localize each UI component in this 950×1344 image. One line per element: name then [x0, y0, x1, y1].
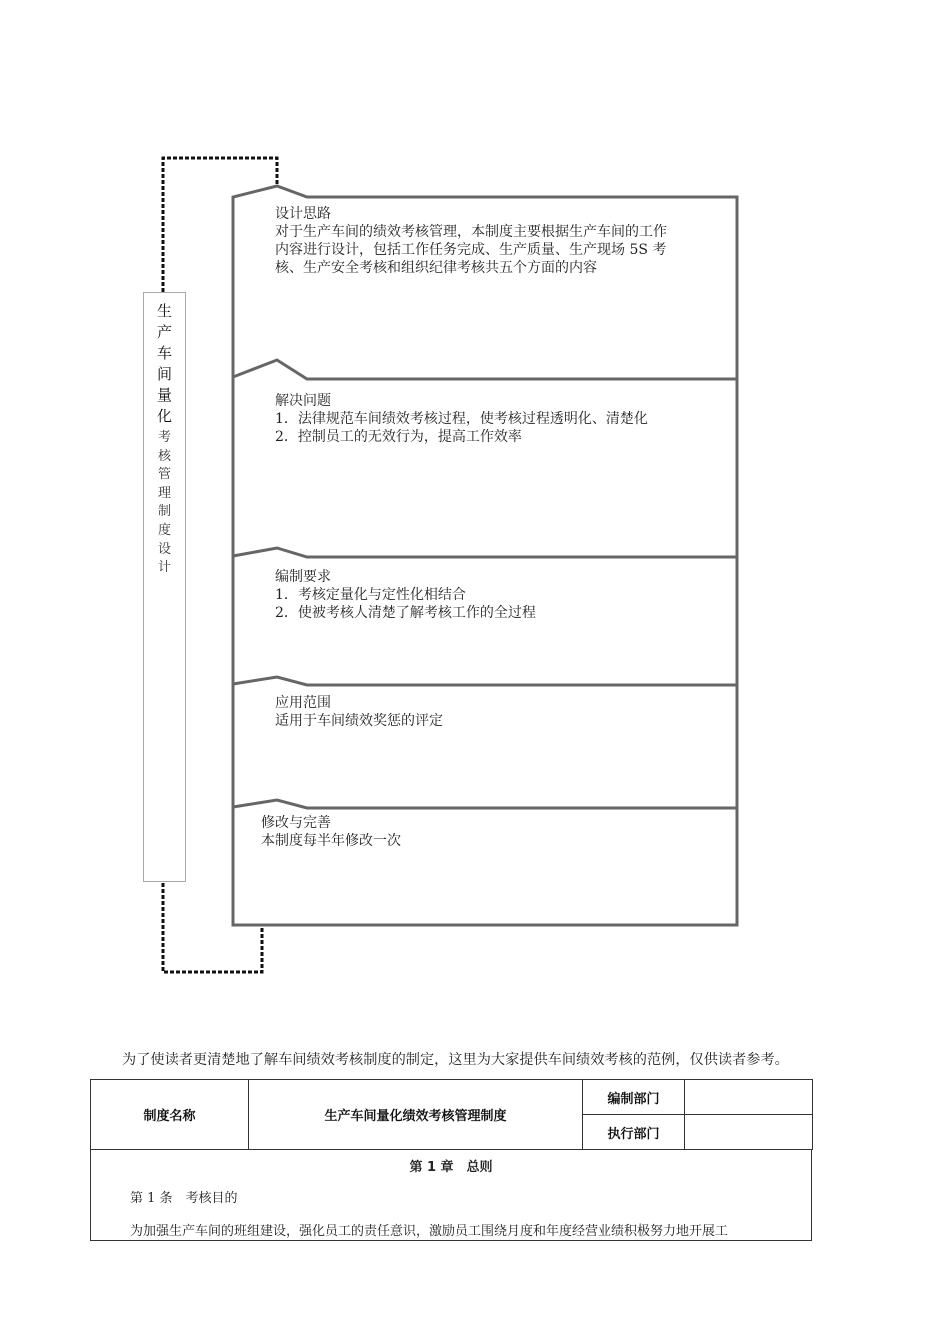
- vertical-title-sub: 考核管理制度设计: [157, 430, 171, 576]
- section-line: 本制度每半年修改一次: [261, 833, 401, 849]
- separator-1: [233, 360, 737, 379]
- section-line: 2．控制员工的无效行为，提高工作效率: [275, 429, 522, 445]
- regulation-name-value: 生产车间量化绩效考核管理制度: [249, 1080, 583, 1150]
- section-requirements: [275, 568, 536, 622]
- regulation-header-table: [90, 1079, 813, 1150]
- section-revision: [261, 814, 401, 850]
- section-line: 内容进行设计，包括工作任务完成、生产质量、生产现场 5S 考: [275, 242, 667, 258]
- article-heading: 第 1 条 考核目的: [130, 1191, 238, 1206]
- section-line: 核、生产安全考核和组织纪律考核共五个方面的内容: [275, 260, 597, 276]
- section-line: 1．法律规范车间绩效考核过程，使考核过程透明化、清楚化: [275, 411, 648, 427]
- separator-4: [233, 800, 737, 808]
- section-heading: 设计思路: [275, 206, 331, 222]
- separator-3: [233, 677, 737, 685]
- dashed-connector-bottom: [163, 883, 262, 972]
- executing-dept-label: 执行部门: [583, 1115, 685, 1150]
- section-heading: 应用范围: [275, 695, 331, 711]
- section-heading: 修改与完善: [261, 815, 331, 831]
- regulation-name-label: 制度名称: [91, 1080, 249, 1150]
- section-problems-solved: [275, 392, 648, 446]
- compiling-dept-value: [685, 1080, 813, 1115]
- section-line: 1．考核定量化与定性化相结合: [275, 587, 466, 603]
- intro-paragraph: 为了使读者更清楚地了解车间绩效考核制度的制定，这里为大家提供车间绩效考核的范例，仅供读者参考。: [122, 1052, 789, 1068]
- compiling-dept-label: 编制部门: [583, 1080, 685, 1115]
- chapter-heading: 第 1 章 总则: [409, 1160, 493, 1175]
- section-design-idea: [275, 205, 667, 277]
- section-heading: 解决问题: [275, 393, 331, 409]
- vertical-title-main: 生产车间量化: [156, 302, 172, 425]
- executing-dept-value: [685, 1115, 813, 1150]
- section-line: 2．使被考核人清楚了解考核工作的全过程: [275, 605, 536, 621]
- vertical-title-box: [143, 292, 186, 882]
- section-heading: 编制要求: [275, 569, 331, 585]
- section-line: 适用于车间绩效奖惩的评定: [275, 713, 443, 729]
- separator-2: [233, 548, 737, 557]
- section-line: 对于生产车间的绩效考核管理，本制度主要根据生产车间的工作: [275, 224, 667, 240]
- section-scope: [275, 694, 443, 730]
- regulation-body-cell: [90, 1149, 812, 1241]
- article-paragraph: 为加强生产车间的班组建设，强化员工的责任意识，激励员工围绕月度和年度经营业绩积极努力地开展工: [130, 1224, 729, 1239]
- dashed-connector-top: [163, 158, 277, 292]
